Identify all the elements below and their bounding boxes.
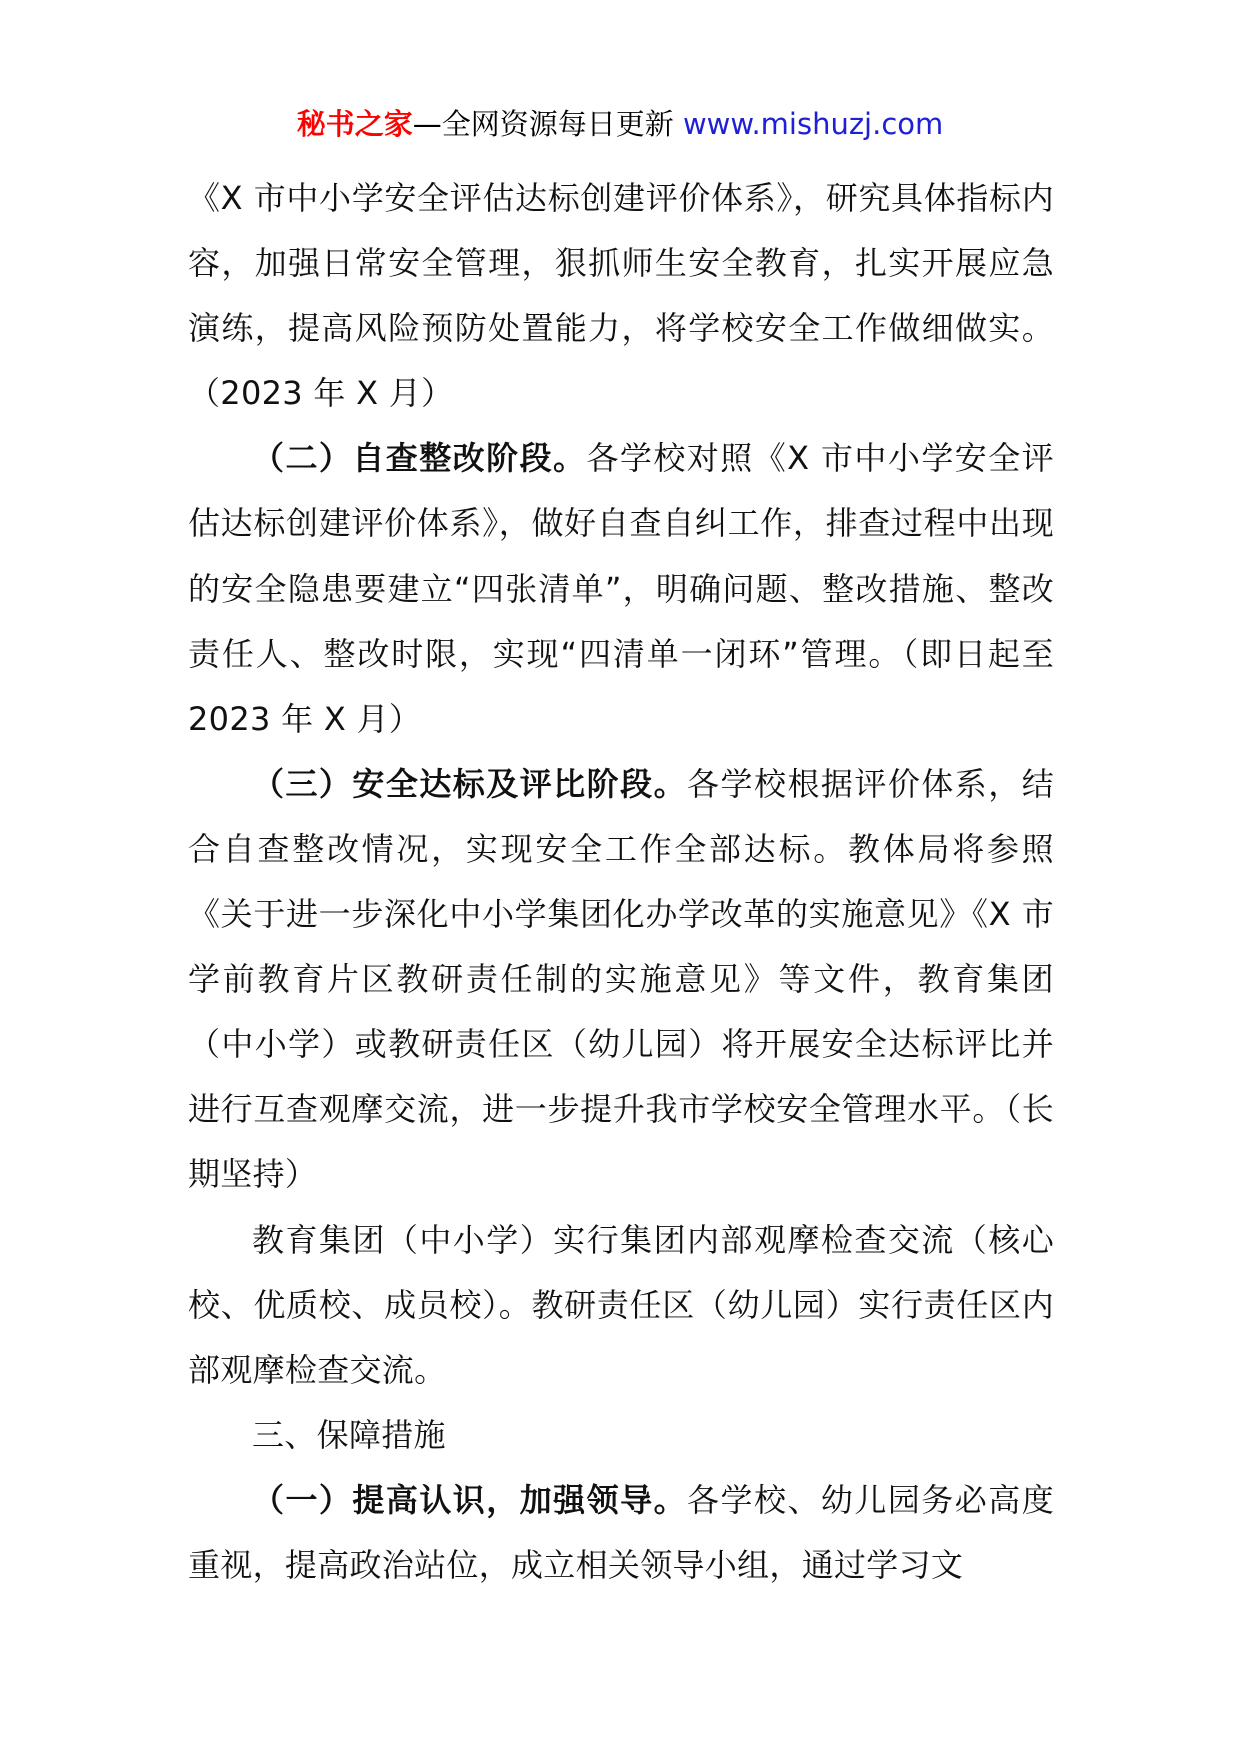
paragraph-compliance-stage [188,752,1054,1208]
paragraph-heading: （一）提高认识，加强领导。 [252,1480,688,1519]
paragraph-text: 教育集团（中小学）实行集团内部观摩检查交流（核心校、优质校、成员校）。教研责任区（幼儿园）实行责任区内部观摩检查交流。 [188,1220,1054,1389]
paragraph-text: 《X 市中小学安全评估达标创建评价体系》，研究具体指标内容，加强日常安全管理，狠抓师生安全教育，扎实开展应急演练，提高风险预防处置能力，将学校安全工作做细做实。（2023 年 X 月） [188,179,1054,413]
paragraph-continuation [188,166,1054,426]
header-site-link[interactable]: www.mishuzj.com [682,107,944,141]
paragraph-text: 各学校对照《X 市中小学安全评估达标创建评价体系》，做好自查自纠工作，排查过程中出现的安全隐患要建立“四张清单”，明确问题、整改措施、整改责任人、整改时限，实现“四清单一闭环”管理。（即日起至 2023 年 X 月） [188,439,1054,738]
page-header [0,104,1240,144]
header-brand: 秘书之家 [296,107,413,141]
paragraph-heading: （三）安全达标及评比阶段。 [252,764,688,803]
paragraph-self-check-stage [188,426,1054,751]
section-heading-text: 三、保障措施 [252,1415,446,1454]
document-body [188,166,1054,1598]
paragraph-heading: （二）自查整改阶段。 [252,439,587,478]
paragraph-leadership [188,1468,1054,1598]
paragraph-observation-exchange [188,1208,1054,1403]
paragraph-text: 各学校、幼儿园务必高度重视，提高政治站位，成立相关领导小组，通过学习文 [188,1480,1054,1584]
header-tagline: —全网资源每日更新 [412,107,674,141]
section-heading-safeguards [188,1403,1054,1468]
paragraph-text: 各学校根据评价体系，结合自查整改情况，实现安全工作全部达标。教体局将参照《关于进一步深化中小学集团化办学改革的实施意见》《X 市学前教育片区教研责任制的实施意见》等文件，教育集团（中小学）或教研责任区（幼儿园）将开展安全达标评比并进行互查观摩交流，进一步提升我市学校安全管理水平。（长期坚持） [188,764,1054,1194]
